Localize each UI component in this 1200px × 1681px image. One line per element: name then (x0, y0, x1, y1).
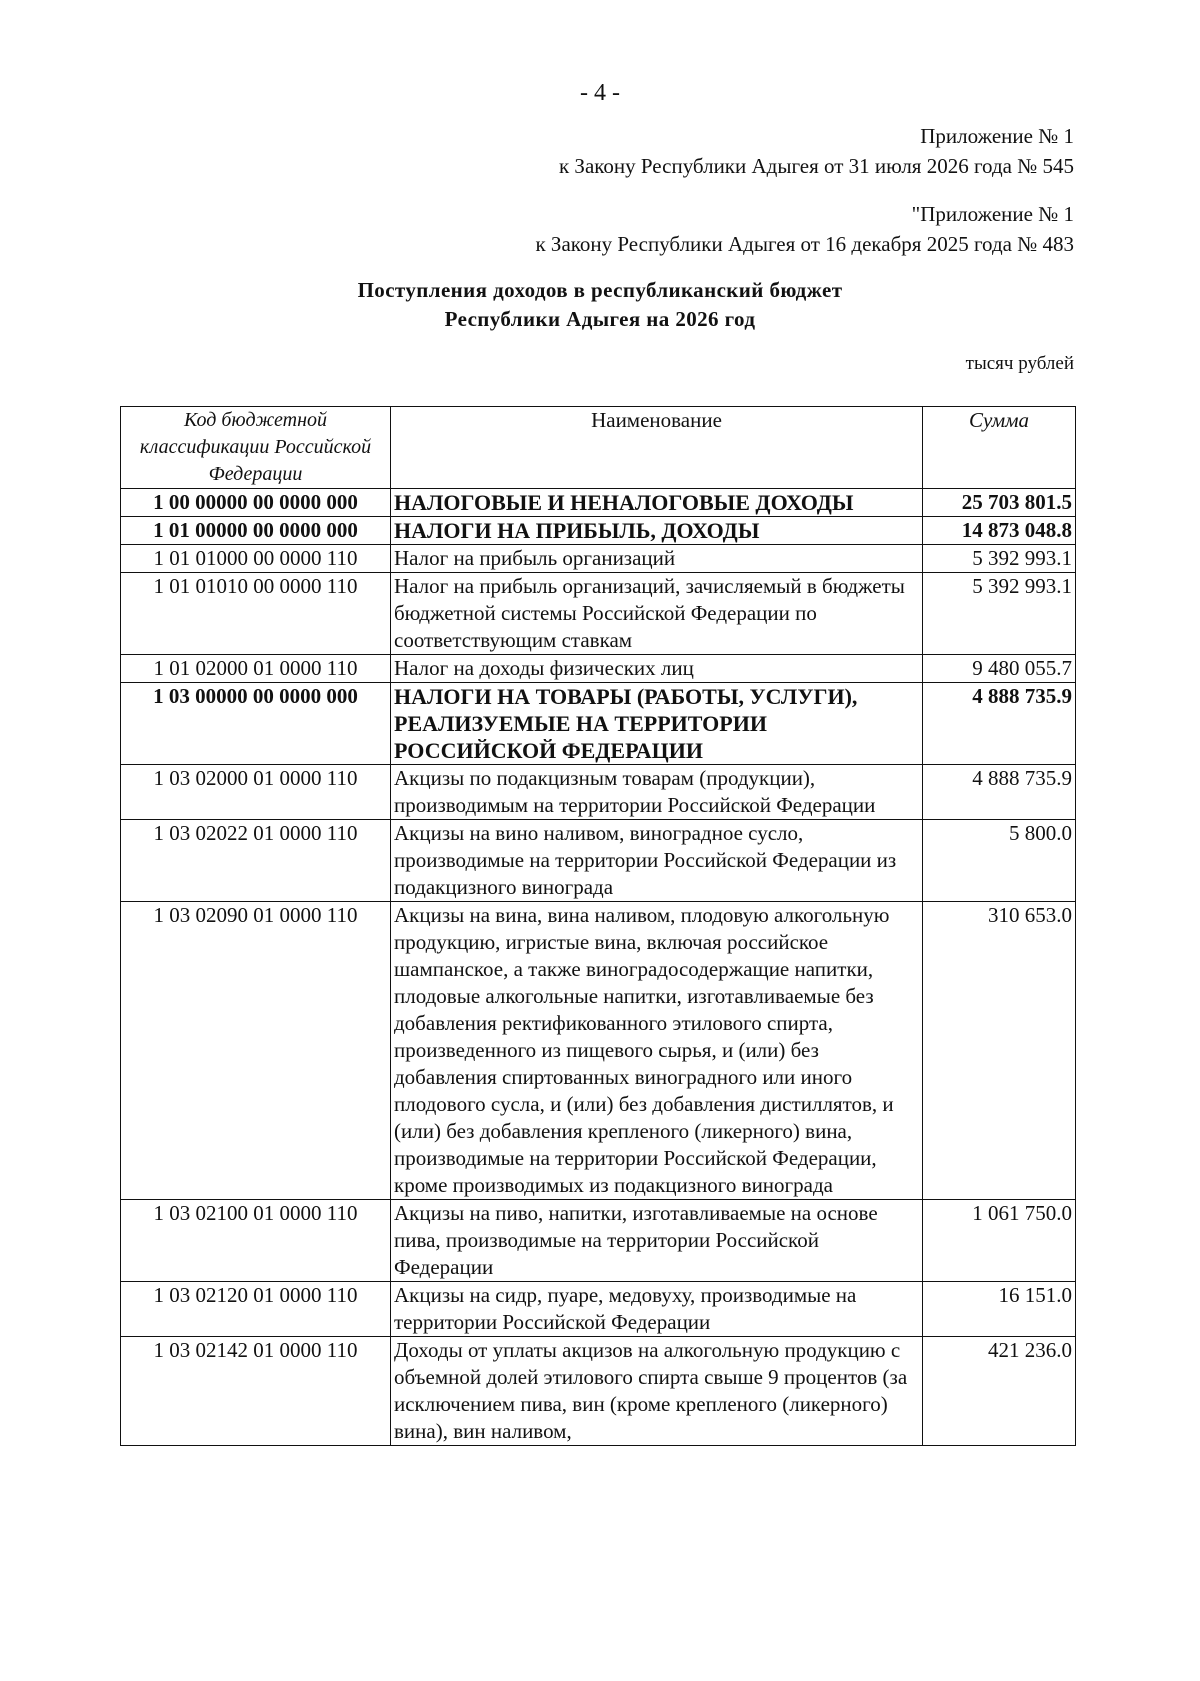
code-cell: 1 01 02000 01 0000 110 (121, 655, 391, 683)
table-row (121, 683, 1076, 765)
sum-cell: 1 061 750.0 (923, 1200, 1076, 1282)
name-cell: Доходы от уплаты акцизов на алкогольную продукцию с объемной долей этилового спирта свыше 9 процентов (за исключением пива, вин (кроме крепленого (ликерного) вина), вин наливом, (391, 1337, 923, 1446)
name-cell: НАЛОГИ НА ПРИБЫЛЬ, ДОХОДЫ (391, 517, 923, 545)
document-title (0, 276, 1200, 334)
page-number: - 4 - (580, 80, 620, 106)
sum-cell: 9 480 055.7 (923, 655, 1076, 683)
appendix-reference-current (559, 121, 1074, 181)
sum-cell: 5 392 993.1 (923, 573, 1076, 655)
units-label: тысяч рублей (965, 353, 1074, 374)
table-row (121, 517, 1076, 545)
table-row (121, 573, 1076, 655)
sum-cell: 4 888 735.9 (923, 683, 1076, 765)
sum-cell: 5 800.0 (923, 820, 1076, 902)
code-cell: 1 03 02100 01 0000 110 (121, 1200, 391, 1282)
code-cell: 1 03 02142 01 0000 110 (121, 1337, 391, 1446)
code-cell: 1 03 02120 01 0000 110 (121, 1282, 391, 1337)
sum-cell: 25 703 801.5 (923, 489, 1076, 517)
name-cell: Акцизы по подакцизным товарам (продукции), производимым на территории Российской Федерации (391, 765, 923, 820)
table-row (121, 820, 1076, 902)
name-cell: Налог на прибыль организаций, зачисляемый в бюджеты бюджетной системы Российской Федерации по соответствующим ставкам (391, 573, 923, 655)
name-cell: Акцизы на вино наливом, виноградное сусло, производимые на территории Российской Федерации из подакцизного винограда (391, 820, 923, 902)
sum-cell: 14 873 048.8 (923, 517, 1076, 545)
code-cell: 1 01 00000 00 0000 000 (121, 517, 391, 545)
name-cell: НАЛОГИ НА ТОВАРЫ (РАБОТЫ, УСЛУГИ), РЕАЛИЗУЕМЫЕ НА ТЕРРИТОРИИ РОССИЙСКОЙ ФЕДЕРАЦИИ (391, 683, 923, 765)
header-code: Код бюджетной классификации Российской Федерации (121, 407, 391, 489)
name-cell: Налог на доходы физических лиц (391, 655, 923, 683)
income-table-body (121, 489, 1076, 1446)
appendix-current-line2: к Закону Республики Адыгея от 31 июля 2026 года № 545 (558, 154, 1074, 178)
appendix-current-line1: Приложение № 1 (920, 124, 1074, 148)
code-cell: 1 03 00000 00 0000 000 (121, 683, 391, 765)
name-cell: Акцизы на вина, вина наливом, плодовую алкогольную продукцию, игристые вина, включая российское шампанское, а также виноградосодержащие напитки, плодовые алкогольные напитки, изготавливаемые без добавления ректификованного этилового спирта, произведенного из пищевого сырья, и (или) без добавления спиртованных виноградного или иного плодового сусла, и (или) без добавления дистиллятов, и (или) без добавления крепленого (ликерного) вина, производимые на территории Российской Федерации, кроме производимых из подакцизного винограда (391, 902, 923, 1200)
table-row (121, 765, 1076, 820)
code-cell: 1 03 02022 01 0000 110 (121, 820, 391, 902)
sum-cell: 421 236.0 (923, 1337, 1076, 1446)
code-cell: 1 01 01000 00 0000 110 (121, 545, 391, 573)
appendix-original-line1: "Приложение № 1 (911, 202, 1074, 226)
table-row (121, 489, 1076, 517)
document-title-line2: Республики Адыгея на 2026 год (444, 307, 756, 331)
header-name: Наименование (391, 407, 923, 489)
name-cell: Акцизы на сидр, пуаре, медовуху, производимые на территории Российской Федерации (391, 1282, 923, 1337)
sum-cell: 5 392 993.1 (923, 545, 1076, 573)
table-row (121, 655, 1076, 683)
table-row (121, 1282, 1076, 1337)
table-row (121, 1200, 1076, 1282)
sum-cell: 16 151.0 (923, 1282, 1076, 1337)
sum-cell: 310 653.0 (923, 902, 1076, 1200)
code-cell: 1 03 02090 01 0000 110 (121, 902, 391, 1200)
sum-cell: 4 888 735.9 (923, 765, 1076, 820)
header-sum: Сумма (923, 407, 1076, 489)
appendix-original-line2: к Закону Республики Адыгея от 16 декабря 2025 года № 483 (535, 232, 1074, 256)
table-header-row (121, 407, 1076, 489)
name-cell: Акцизы на пиво, напитки, изготавливаемые на основе пива, производимые на территории Российской Федерации (391, 1200, 923, 1282)
document-title-line1: Поступления доходов в республиканский бюджет (357, 278, 843, 302)
income-table (120, 406, 1076, 1446)
table-row (121, 902, 1076, 1200)
table-row (121, 545, 1076, 573)
code-cell: 1 03 02000 01 0000 110 (121, 765, 391, 820)
name-cell: Налог на прибыль организаций (391, 545, 923, 573)
code-cell: 1 01 01010 00 0000 110 (121, 573, 391, 655)
name-cell: НАЛОГОВЫЕ И НЕНАЛОГОВЫЕ ДОХОДЫ (391, 489, 923, 517)
appendix-reference-original (535, 199, 1074, 259)
table-row (121, 1337, 1076, 1446)
code-cell: 1 00 00000 00 0000 000 (121, 489, 391, 517)
